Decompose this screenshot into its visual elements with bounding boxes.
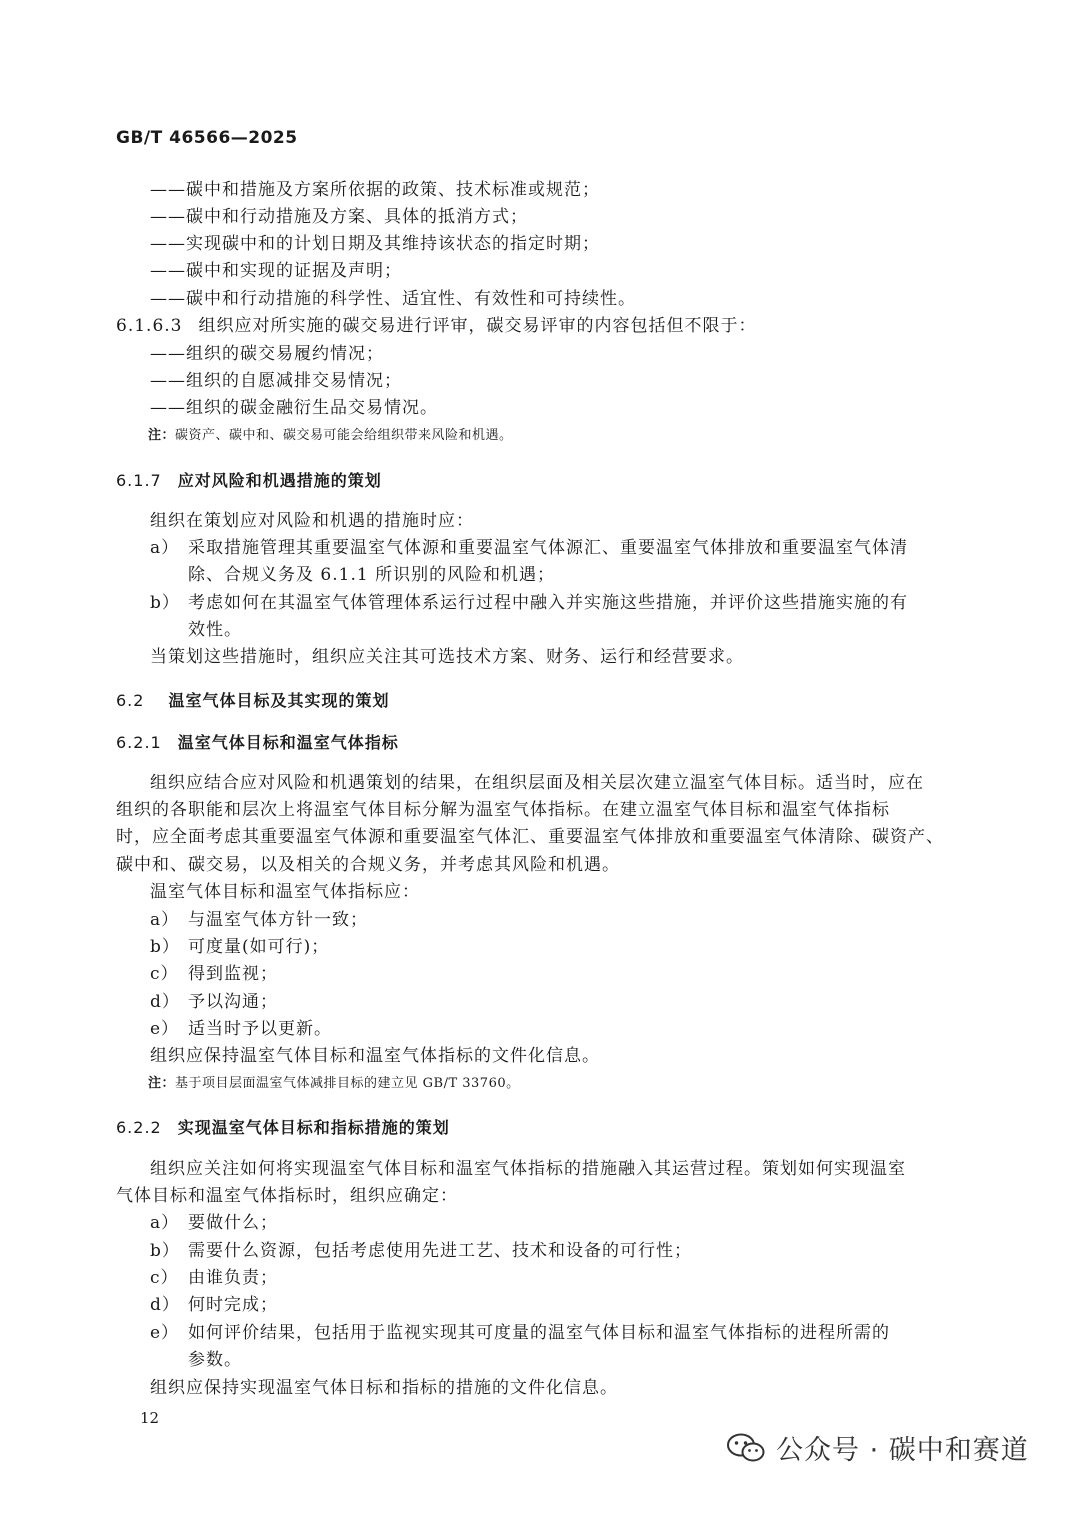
section-heading-617	[116, 468, 382, 491]
dash-item: ——实现碳中和的计划日期及其维持该状态的指定时期；	[150, 234, 600, 254]
item-label: e）	[150, 1019, 180, 1039]
section-number: 6.1.7	[116, 471, 162, 490]
section-title: 实现温室气体目标和指标措施的策划	[177, 1118, 450, 1137]
note	[148, 427, 513, 445]
paragraph-line: 组织应关注如何将实现温室气体目标和温室气体指标的措施融入其运营过程。策划如何实现温室	[150, 1159, 906, 1179]
dash-item: ——组织的碳金融衍生品交易情况。	[150, 398, 438, 418]
section-heading-622	[116, 1115, 450, 1138]
clause-text: 组织应对所实施的碳交易进行评审，碳交易评审的内容包括但不限于：	[198, 316, 757, 336]
paragraph: 组织应保持温室气体目标和温室气体指标的文件化信息。	[150, 1046, 600, 1066]
item-text: 如何评价结果，包括用于监视实现其可度量的温室气体目标和温室气体指标的进程所需的	[188, 1323, 890, 1343]
list-item	[150, 1267, 278, 1289]
item-label: a）	[150, 910, 180, 930]
list-item	[150, 991, 278, 1013]
dash-item: ——组织的碳交易履约情况；	[150, 344, 384, 364]
item-label: a）	[150, 1213, 180, 1233]
note-label: 注：	[148, 1076, 176, 1091]
paragraph-line: 组织应结合应对风险和机遇策划的结果，在组织层面及相关层次建立温室气体目标。适当时，应在	[150, 773, 924, 793]
item-text: 适当时予以更新。	[188, 1019, 332, 1039]
item-text: 要做什么；	[188, 1213, 278, 1233]
section-title: 应对风险和机遇措施的策划	[177, 471, 382, 490]
section-number: 6.2.1	[116, 733, 162, 752]
list-item	[150, 963, 278, 985]
dash-item: ——碳中和行动措施的科学性、适宜性、有效性和可持续性。	[150, 289, 636, 309]
list-item-cont: 参数。	[188, 1350, 242, 1370]
list-item	[150, 936, 329, 958]
section-heading-62	[116, 688, 389, 711]
clause-6163	[116, 315, 756, 337]
item-label: b）	[150, 1241, 180, 1261]
list-item-cont: 效性。	[188, 620, 242, 640]
section-number: 6.2	[116, 691, 145, 710]
list-item-cont: 除、合规义务及 6.1.1 所识别的风险和机遇；	[188, 565, 556, 585]
page-number: 12	[140, 1409, 160, 1427]
item-label: c）	[150, 964, 179, 984]
paragraph-line: 气体目标和温室气体指标时，组织应确定：	[116, 1186, 458, 1206]
item-label: e）	[150, 1323, 180, 1343]
paragraph-line: 组织的各职能和层次上将温室气体目标分解为温室气体指标。在建立温室气体目标和温室气体指标	[116, 800, 890, 820]
list-item	[150, 1240, 692, 1262]
list-item	[150, 1322, 890, 1344]
item-text: 考虑如何在其温室气体管理体系运行过程中融入并实施这些措施，并评价这些措施实施的有	[188, 593, 908, 613]
item-text: 采取措施管理其重要温室气体源和重要温室气体源汇、重要温室气体排放和重要温室气体清	[188, 538, 908, 558]
item-text: 可度量(如可行)；	[188, 937, 330, 957]
list-item	[150, 1294, 278, 1316]
item-label: d）	[150, 1295, 180, 1315]
paragraph: 组织应保持实现温室气体日标和指标的措施的文件化信息。	[150, 1378, 618, 1398]
section-title: 温室气体目标和温室气体指标	[177, 733, 399, 752]
section-title: 温室气体目标及其实现的策划	[168, 691, 390, 710]
item-text: 与温室气体方针一致；	[188, 910, 368, 930]
list-item	[150, 1018, 332, 1040]
watermark	[726, 1428, 1029, 1467]
paragraph-line: 时，应全面考虑其重要温室气体源和重要温室气体汇、重要温室气体排放和重要温室气体清除、碳资产、	[116, 827, 944, 847]
list-item	[150, 592, 908, 614]
dash-item: ——碳中和措施及方案所依据的政策、技术标准或规范；	[150, 180, 600, 200]
item-label: a）	[150, 538, 180, 558]
note	[148, 1075, 520, 1093]
item-label: c）	[150, 1268, 179, 1288]
dash-item: ——碳中和实现的证据及声明；	[150, 261, 402, 281]
note-label: 注：	[148, 428, 176, 443]
standard-code-header: GB/T 46566—2025	[116, 128, 298, 148]
item-label: b）	[150, 937, 180, 957]
item-text: 由谁负责；	[188, 1268, 278, 1288]
item-label: d）	[150, 992, 180, 1012]
item-text: 得到监视；	[188, 964, 278, 984]
wechat-icon	[726, 1432, 766, 1464]
note-text: 碳资产、碳中和、碳交易可能会给组织带来风险和机遇。	[175, 428, 513, 443]
item-text: 何时完成；	[188, 1295, 278, 1315]
list-item	[150, 537, 908, 559]
paragraph-line: 碳中和、碳交易，以及相关的合规义务，并考虑其风险和机遇。	[116, 855, 620, 875]
item-label: b）	[150, 593, 180, 613]
dash-item: ——碳中和行动措施及方案、具体的抵消方式；	[150, 207, 528, 227]
watermark-text: 公众号 · 碳中和赛道	[776, 1435, 1029, 1466]
item-text: 予以沟通；	[188, 992, 278, 1012]
paragraph: 温室气体目标和温室气体指标应：	[150, 882, 420, 902]
paragraph: 当策划这些措施时，组织应关注其可选技术方案、财务、运行和经营要求。	[150, 647, 744, 667]
note-text: 基于项目层面温室气体减排目标的建立见 GB/T 33760。	[175, 1076, 520, 1091]
list-item	[150, 1212, 278, 1234]
section-heading-621	[116, 730, 399, 753]
paragraph: 组织在策划应对风险和机遇的措施时应：	[150, 511, 474, 531]
section-number: 6.2.2	[116, 1118, 162, 1137]
list-item	[150, 909, 368, 931]
item-text: 需要什么资源，包括考虑使用先进工艺、技术和设备的可行性；	[188, 1241, 692, 1261]
dash-item: ——组织的自愿减排交易情况；	[150, 371, 402, 391]
clause-number: 6.1.6.3	[116, 316, 183, 336]
